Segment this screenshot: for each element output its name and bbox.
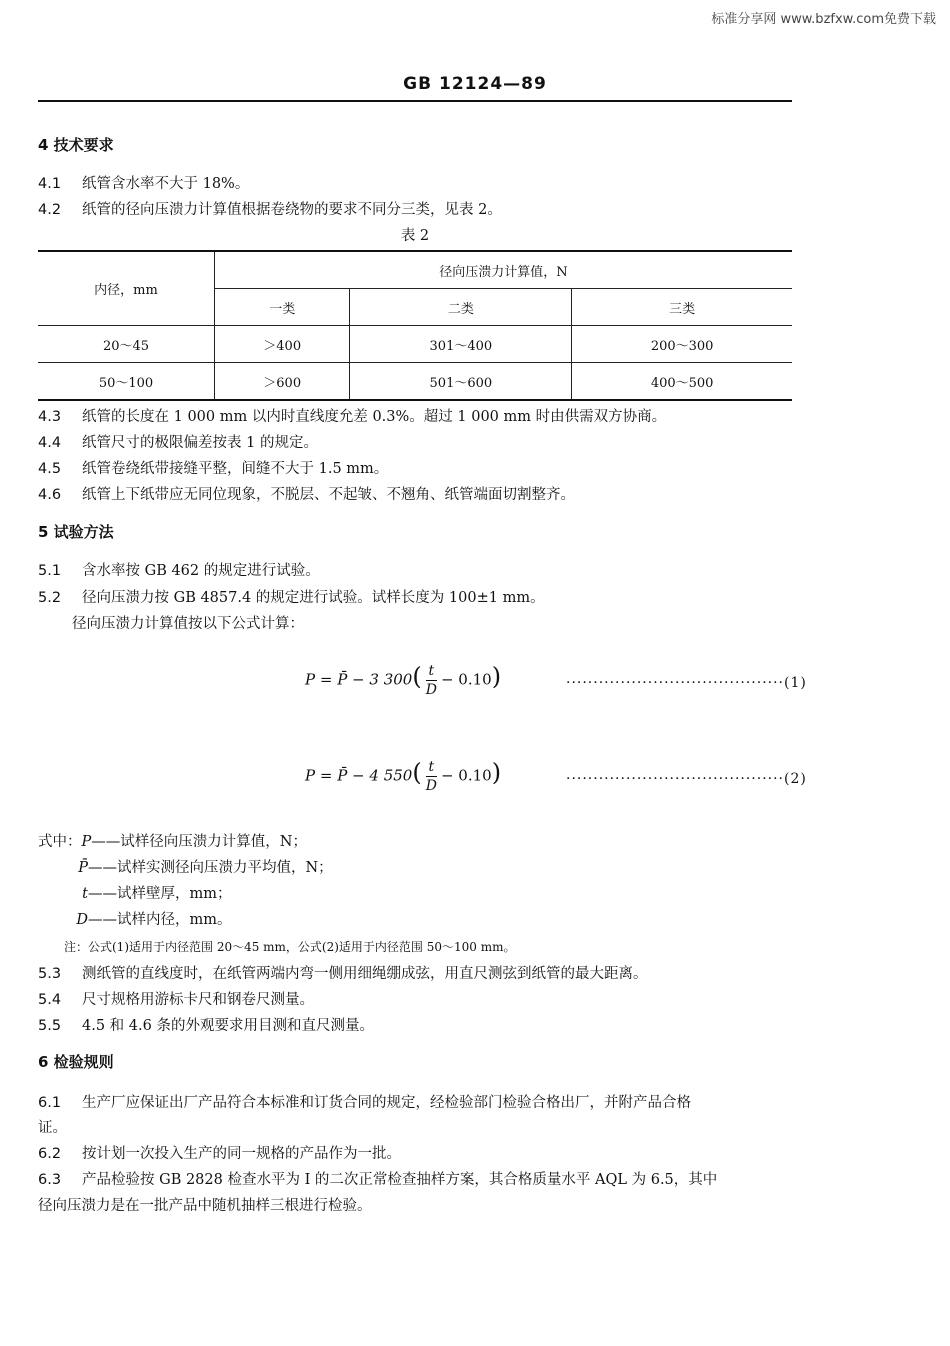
formula-1: P = P̄ − 3 300( $\frac{t}{D}$ − 0.10)	[305, 662, 502, 698]
clause-5-5: 5.5 4.5 和 4.6 条的外观要求用目测和直尺测量。	[38, 1018, 374, 1034]
table-cell: 200～300	[572, 326, 792, 363]
formula-1-leader: ········································(1)	[566, 675, 807, 691]
table-cell: 400～500	[572, 363, 792, 401]
clause-4-2: 4.2 纸管的径向压溃力计算值根据卷绕物的要求不同分三类，见表 2。	[38, 202, 502, 218]
table-cell: 501～600	[350, 363, 572, 401]
table-header-diameter: 内径，mm	[38, 251, 215, 326]
table-header-class3: 三类	[572, 289, 792, 326]
formula-note: 注：公式(1)适用于内径范围 20～45 mm，公式(2)适用于内径范围 50～100 mm。	[64, 940, 516, 954]
table-caption: 表 2	[400, 228, 430, 244]
section-6-title: 6 检验规则	[38, 1053, 114, 1071]
table-cell: 50～100	[38, 363, 215, 401]
formula-2-leader: ········································(2)	[566, 771, 807, 787]
clause-4-1: 4.1 纸管含水率不大于 18%。	[38, 176, 250, 192]
definition-row: t——试样壁厚，mm；	[82, 886, 232, 902]
clause-5-4: 5.4 尺寸规格用游标卡尺和钢卷尺测量。	[38, 992, 314, 1008]
table-header-class2: 二类	[350, 289, 572, 326]
section-5-title: 5 试验方法	[38, 523, 114, 541]
table-cell: 20～45	[38, 326, 215, 363]
clause-4-6: 4.6 纸管上下纸带应无同位现象，不脱层、不起皱、不翘角、纸管端面切割整齐。	[38, 487, 575, 503]
clause-4-5: 4.5 纸管卷绕纸带接缝平整，间缝不大于 1.5 mm。	[38, 461, 389, 477]
table-header-class1: 一类	[215, 289, 350, 326]
header-rule	[38, 100, 792, 102]
clause-6-3-cont: 径向压溃力是在一批产品中随机抽样三根进行检验。	[38, 1198, 372, 1214]
watermark: 标准分享网 www.bzfxw.com免费下载	[711, 12, 936, 27]
clause-6-2: 6.2 按计划一次投入生产的同一规格的产品作为一批。	[38, 1146, 401, 1162]
clause-5-1: 5.1 含水率按 GB 462 的规定进行试验。	[38, 563, 320, 579]
definition-row: P̄——试样实测径向压溃力平均值，N；	[78, 860, 333, 876]
table-cell: ＞400	[215, 326, 350, 363]
clause-5-2: 5.2 径向压溃力按 GB 4857.4 的规定进行试验。试样长度为 100±1 mm。	[38, 590, 545, 606]
clause-6-1: 6.1 生产厂应保证出厂产品符合本标准和订货合同的规定，经检验部门检验合格出厂，并附产品合格	[38, 1095, 691, 1111]
table-header-group: 径向压溃力计算值，N	[215, 251, 793, 289]
table-2	[38, 250, 792, 401]
standard-header: GB 12124—89	[403, 74, 547, 94]
clause-6-1-cont: 证。	[38, 1120, 67, 1136]
clause-5-3: 5.3 测纸管的直线度时，在纸管两端内弯一侧用细绳绷成弦，用直尺测弦到纸管的最大距离。	[38, 966, 648, 982]
table-cell: 301～400	[350, 326, 572, 363]
definition-row: 式中：P——试样径向压溃力计算值，N；	[38, 834, 307, 850]
table-row	[38, 363, 792, 401]
definition-row: D——试样内径，mm。	[76, 912, 232, 928]
formula-intro: 径向压溃力计算值按以下公式计算：	[72, 616, 304, 632]
clause-4-4: 4.4 纸管尺寸的极限偏差按表 1 的规定。	[38, 435, 318, 451]
section-4-title: 4 技术要求	[38, 136, 114, 154]
table-row	[38, 326, 792, 363]
formula-2: P = P̄ − 4 550( $\frac{t}{D}$ − 0.10)	[305, 758, 502, 794]
table-cell: ＞600	[215, 363, 350, 401]
clause-4-3: 4.3 纸管的长度在 1 000 mm 以内时直线度允差 0.3%。超过 1 000 mm 时由供需双方协商。	[38, 409, 667, 425]
clause-6-3: 6.3 产品检验按 GB 2828 检查水平为 I 的二次正常检查抽样方案，其合格质量水平 AQL 为 6.5，其中	[38, 1172, 718, 1188]
